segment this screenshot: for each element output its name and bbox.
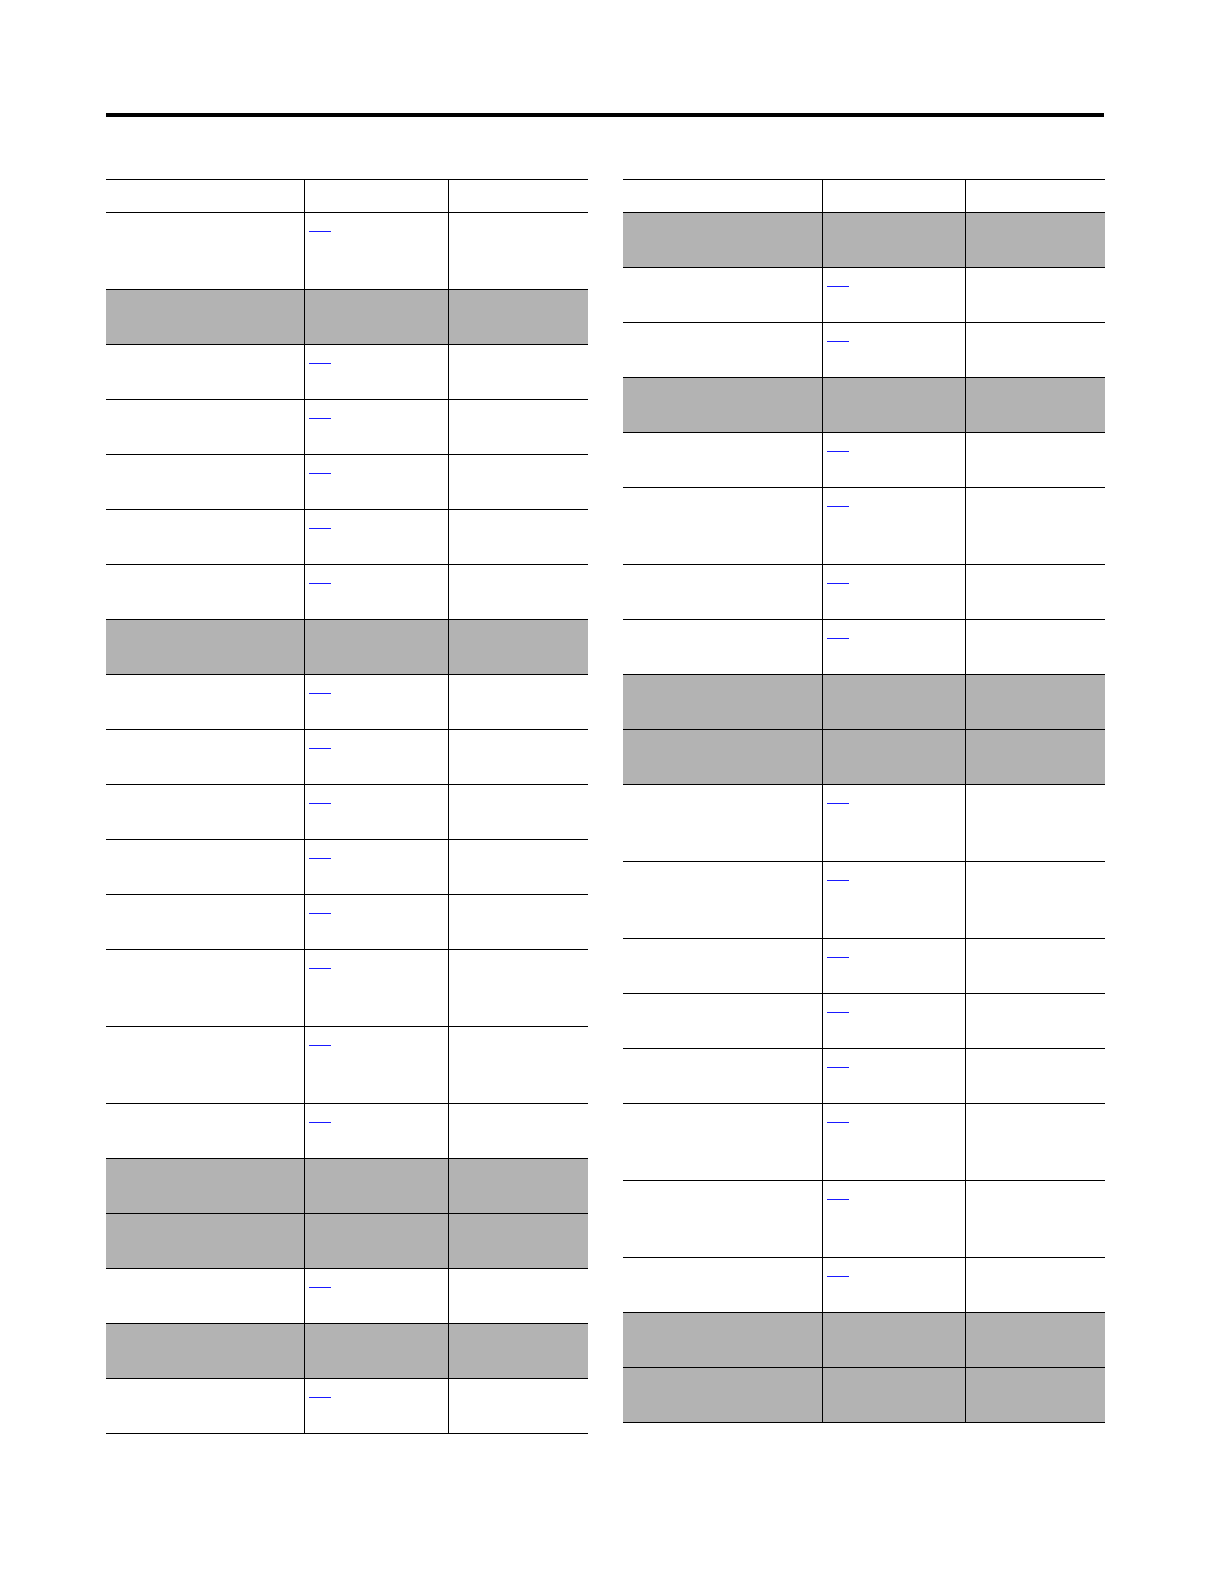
section-label [106,620,304,675]
page-link[interactable] [309,748,331,749]
row-note [965,785,1105,862]
table-row [106,950,588,1027]
section-note [448,290,588,345]
row-label [106,455,304,510]
row-ref-cell [822,1104,965,1181]
row-note [448,840,588,895]
table-row [106,895,588,950]
section-note [448,1159,588,1214]
column-header [106,180,304,213]
row-note [448,1027,588,1104]
row-note [448,400,588,455]
row-note [965,939,1105,994]
section-row [623,675,1105,730]
table-row [623,433,1105,488]
page-link[interactable] [827,957,849,958]
page-link[interactable] [309,803,331,804]
column-header [623,180,822,213]
row-note [965,1049,1105,1104]
row-label [106,1027,304,1104]
page-link[interactable] [827,506,849,507]
section-label [623,730,822,785]
row-ref-cell [822,939,965,994]
page-link[interactable] [309,418,331,419]
left-table [106,179,588,1434]
section-ref [822,213,965,268]
row-ref-cell [304,455,448,510]
row-note [448,1104,588,1159]
row-label [623,268,822,323]
section-ref [822,675,965,730]
row-note [965,268,1105,323]
page-link[interactable] [309,858,331,859]
row-ref-cell [304,730,448,785]
section-row [106,1214,588,1269]
page-link[interactable] [827,583,849,584]
column-header [822,180,965,213]
section-label [623,1368,822,1423]
right-table [623,179,1105,1423]
row-note [965,1258,1105,1313]
page-link[interactable] [309,473,331,474]
section-ref [304,290,448,345]
table-row [623,994,1105,1049]
row-note [965,994,1105,1049]
section-ref [822,1313,965,1368]
row-note [448,510,588,565]
row-ref-cell [822,1049,965,1104]
table-header-row [106,180,588,213]
row-ref-cell [304,1104,448,1159]
row-label [106,950,304,1027]
row-ref-cell [822,994,965,1049]
section-label [106,1214,304,1269]
section-ref [822,730,965,785]
column-header [304,180,448,213]
section-row [623,378,1105,433]
table-row [106,675,588,730]
row-ref-cell [822,1258,965,1313]
row-label [623,785,822,862]
page-link[interactable] [827,880,849,881]
page-link[interactable] [827,638,849,639]
table-row [623,1258,1105,1313]
page-link[interactable] [309,968,331,969]
table-row [106,455,588,510]
section-note [965,675,1105,730]
row-ref-cell [304,675,448,730]
row-ref-cell [822,488,965,565]
page-link[interactable] [309,1122,331,1123]
row-label [623,323,822,378]
page-link[interactable] [309,1397,331,1398]
section-label [106,290,304,345]
row-ref-cell [822,1181,965,1258]
row-label [623,488,822,565]
row-note [965,862,1105,939]
page-link[interactable] [827,341,849,342]
row-label [106,565,304,620]
section-ref [304,1159,448,1214]
row-label [623,994,822,1049]
row-ref-cell [822,565,965,620]
table-row [623,939,1105,994]
row-ref-cell [822,323,965,378]
table-row [106,565,588,620]
row-note [448,950,588,1027]
section-label [623,1313,822,1368]
row-label [623,1181,822,1258]
page-link[interactable] [309,1287,331,1288]
row-ref-cell [304,345,448,400]
page-link[interactable] [309,583,331,584]
row-label [106,1104,304,1159]
table-row [106,213,588,290]
page-link[interactable] [827,1067,849,1068]
table-row [623,1181,1105,1258]
table-row [106,840,588,895]
row-ref-cell [304,400,448,455]
page-link[interactable] [309,913,331,914]
table-row [623,620,1105,675]
table-row [106,1027,588,1104]
table-row [623,268,1105,323]
row-label [106,345,304,400]
section-note [965,213,1105,268]
row-note [448,1379,588,1434]
row-label [623,1049,822,1104]
section-note [448,1324,588,1379]
row-label [623,433,822,488]
row-note [965,433,1105,488]
page-link[interactable] [827,1012,849,1013]
page-link[interactable] [309,363,331,364]
section-row [623,1313,1105,1368]
row-ref-cell [304,895,448,950]
row-label [106,213,304,290]
section-note [448,1214,588,1269]
table-row [106,730,588,785]
section-note [965,378,1105,433]
row-ref-cell [822,620,965,675]
row-note [448,345,588,400]
row-ref-cell [304,785,448,840]
row-note [965,323,1105,378]
row-label [623,1104,822,1181]
table-header-row [623,180,1105,213]
row-note [448,213,588,290]
row-note [448,455,588,510]
row-label [106,400,304,455]
row-note [448,565,588,620]
top-rule [106,113,1104,117]
section-row [106,1324,588,1379]
row-label [106,785,304,840]
section-ref [822,1368,965,1423]
table-row [106,1269,588,1324]
row-note [448,785,588,840]
table-row [623,565,1105,620]
table-row [106,400,588,455]
section-ref [304,1324,448,1379]
table-row [623,323,1105,378]
table-row [623,862,1105,939]
section-ref [822,378,965,433]
row-label [106,510,304,565]
section-note [448,620,588,675]
row-note [965,565,1105,620]
row-ref-cell [304,950,448,1027]
table-row [623,1049,1105,1104]
section-row [106,290,588,345]
row-label [106,730,304,785]
row-note [448,1269,588,1324]
section-note [965,1313,1105,1368]
row-label [623,862,822,939]
row-note [965,488,1105,565]
page-link[interactable] [827,451,849,452]
table-row [106,510,588,565]
row-ref-cell [822,862,965,939]
row-ref-cell [304,1027,448,1104]
section-row [106,620,588,675]
row-note [448,895,588,950]
section-label [106,1159,304,1214]
right-table-body [623,180,1105,1423]
page-link[interactable] [827,1199,849,1200]
page-link[interactable] [309,528,331,529]
page-link[interactable] [827,1276,849,1277]
column-header [965,180,1105,213]
row-ref-cell [822,268,965,323]
row-note [965,1181,1105,1258]
section-ref [304,1214,448,1269]
section-label [623,213,822,268]
row-label [106,840,304,895]
column-header [448,180,588,213]
table-row [623,488,1105,565]
row-ref-cell [822,785,965,862]
row-label [623,939,822,994]
row-ref-cell [304,565,448,620]
left-table-body [106,180,588,1434]
row-ref-cell [304,1269,448,1324]
section-row [106,1159,588,1214]
section-note [965,730,1105,785]
section-label [106,1324,304,1379]
row-label [106,675,304,730]
page-link[interactable] [827,286,849,287]
row-ref-cell [304,840,448,895]
row-label [106,1269,304,1324]
row-note [448,730,588,785]
section-note [965,1368,1105,1423]
page-link[interactable] [309,693,331,694]
row-note [965,620,1105,675]
table-row [623,1104,1105,1181]
row-note [965,1104,1105,1181]
table-row [106,345,588,400]
row-label [623,1258,822,1313]
table-row [106,1379,588,1434]
row-label [106,895,304,950]
section-label [623,675,822,730]
table-row [623,785,1105,862]
section-label [623,378,822,433]
page-link[interactable] [827,803,849,804]
row-ref-cell [822,433,965,488]
section-row [623,730,1105,785]
table-row [106,785,588,840]
row-ref-cell [304,510,448,565]
row-label [106,1379,304,1434]
page-link[interactable] [309,1045,331,1046]
table-row [106,1104,588,1159]
section-ref [304,620,448,675]
row-ref-cell [304,213,448,290]
row-note [448,675,588,730]
page-link[interactable] [309,231,331,232]
row-label [623,620,822,675]
section-row [623,1368,1105,1423]
page-link[interactable] [827,1122,849,1123]
row-label [623,565,822,620]
row-ref-cell [304,1379,448,1434]
section-row [623,213,1105,268]
